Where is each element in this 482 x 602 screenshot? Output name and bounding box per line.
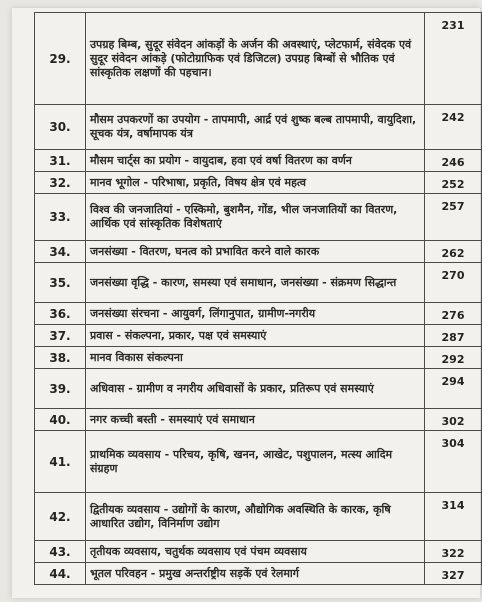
table-row <box>35 409 482 431</box>
row-page: 294 <box>425 369 482 409</box>
row-page: 314 <box>425 493 482 541</box>
row-title: उपग्रह बिम्ब, सुदूर संवेदन आंकड़ों के अर्जन की अवस्थाएं, प्लेटफार्म, संवेदक एवं सुदूर संवेदन आंकड़े (फोटोग्राफिक एवं डिजिटल) उपग्रह बिम्बों से भौतिक एवं सांस्कृतिक लक्षणों की पहचान। <box>86 13 425 105</box>
table-row <box>35 369 482 409</box>
row-page: 257 <box>425 194 482 241</box>
row-page: 287 <box>425 325 482 347</box>
table-row <box>35 563 482 585</box>
table-row <box>35 541 482 563</box>
row-number: 36. <box>35 303 86 325</box>
row-number: 39. <box>35 369 86 409</box>
row-number: 31. <box>35 150 86 172</box>
table-row <box>35 263 482 303</box>
row-title: मानव विकास संकल्पना <box>86 347 425 369</box>
row-number: 38. <box>35 347 86 369</box>
row-page: 302 <box>425 409 482 431</box>
table-of-contents <box>34 12 482 585</box>
table-row <box>35 493 482 541</box>
row-page: 231 <box>425 13 482 105</box>
row-title: द्वितीयक व्यवसाय - उद्योगों के कारण, औद्योगिक अवस्थिति के कारक, कृषि आधारित उद्योग, विनिर्माण उद्योग <box>86 493 425 541</box>
row-page: 322 <box>425 541 482 563</box>
table-row <box>35 431 482 493</box>
row-number: 32. <box>35 172 86 194</box>
row-page: 292 <box>425 347 482 369</box>
row-number: 34. <box>35 241 86 263</box>
row-page: 262 <box>425 241 482 263</box>
row-title: प्राथमिक व्यवसाय - परिचय, कृषि, खनन, आखेट, पशुपालन, मत्स्य आदिम संग्रहण <box>86 431 425 493</box>
row-number: 44. <box>35 563 86 585</box>
table-row <box>35 194 482 241</box>
table-row <box>35 105 482 150</box>
row-title: प्रवास - संकल्पना, प्रकार, पक्ष एवं समस्याएं <box>86 325 425 347</box>
row-number: 29. <box>35 13 86 105</box>
row-number: 35. <box>35 263 86 303</box>
row-number: 33. <box>35 194 86 241</box>
row-number: 41. <box>35 431 86 493</box>
table-row <box>35 325 482 347</box>
row-page: 270 <box>425 263 482 303</box>
row-number: 40. <box>35 409 86 431</box>
row-page: 304 <box>425 431 482 493</box>
row-number: 43. <box>35 541 86 563</box>
row-title: तृतीयक व्यवसाय, चतुर्थक व्यवसाय एवं पंचम व्यवसाय <box>86 541 425 563</box>
row-page: 242 <box>425 105 482 150</box>
row-title: मौसम चार्ट्स का प्रयोग - वायुदाब, हवा एवं वर्षा वितरण का वर्णन <box>86 150 425 172</box>
row-number: 30. <box>35 105 86 150</box>
row-title: जनसंख्या - वितरण, घनत्व को प्रभावित करने वाले कारक <box>86 241 425 263</box>
row-page: 327 <box>425 563 482 585</box>
row-title: अधिवास - ग्रामीण व नगरीय अधिवासों के प्रकार, प्रतिरूप एवं समस्याएं <box>86 369 425 409</box>
toc-body <box>35 13 482 585</box>
row-title: नगर कच्ची बस्ती - समस्याएं एवं समाधान <box>86 409 425 431</box>
row-number: 37. <box>35 325 86 347</box>
row-page: 276 <box>425 303 482 325</box>
row-number: 42. <box>35 493 86 541</box>
row-title: मानव भूगोल - परिभाषा, प्रकृति, विषय क्षेत्र एवं महत्व <box>86 172 425 194</box>
row-page: 246 <box>425 150 482 172</box>
row-title: जनसंख्या संरचना - आयुवर्ग, लिंगानुपात, ग्रामीण-नगरीय <box>86 303 425 325</box>
row-page: 252 <box>425 172 482 194</box>
row-title: जनसंख्या वृद्धि - कारण, समस्या एवं समाधान, जनसंख्या - संक्रमण सिद्धान्त <box>86 263 425 303</box>
table-row <box>35 172 482 194</box>
row-title: मौसम उपकरणों का उपयोग - तापमापी, आर्द्र एवं शुष्क बल्ब तापमापी, वायुदिशा, सूचक यंत्र, वर्षामापक यंत्र <box>86 105 425 150</box>
row-title: भूतल परिवहन - प्रमुख अन्तर्राष्ट्रीय सड़कें एवं रेलमार्ग <box>86 563 425 585</box>
book-page <box>12 8 480 598</box>
table-row <box>35 150 482 172</box>
table-row <box>35 241 482 263</box>
row-title: विश्व की जनजातियां - एस्किमो, बुशमैन, गोंड, भील जनजातियों का वितरण, आर्थिक एवं सांस्कृतिक विशेषताएं <box>86 194 425 241</box>
table-row <box>35 13 482 105</box>
table-row <box>35 347 482 369</box>
table-row <box>35 303 482 325</box>
